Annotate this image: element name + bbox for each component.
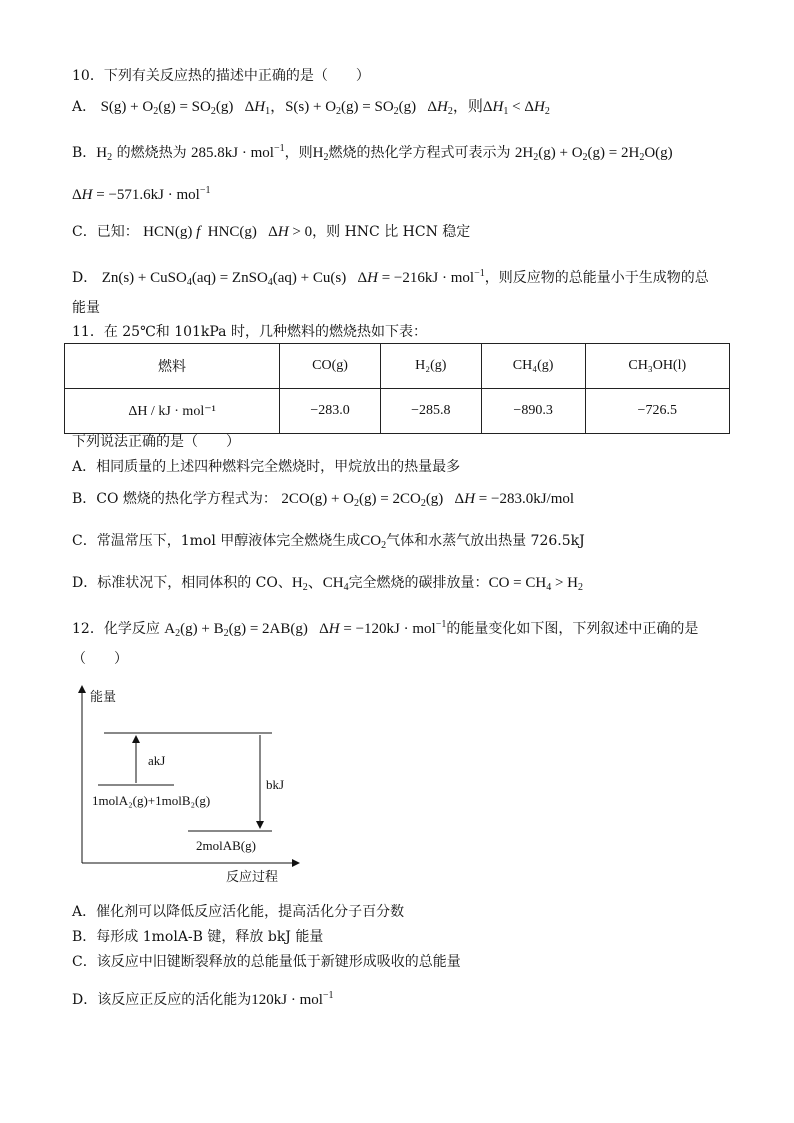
equation: $2H_2(g) + O_2(g) = 2H_2O(g)$ <box>514 145 673 163</box>
stem-text: 的能量变化如下图，下列叙述中正确的是 <box>446 621 699 637</box>
option-text: 气体和水蒸气放出热量 726.5kJ <box>386 533 585 549</box>
stem-text: 12．化学反应 <box>72 621 160 637</box>
products-label: 2molAB(g) <box>196 838 256 853</box>
table-row <box>65 389 730 434</box>
formula: $H_2$ <box>96 145 113 163</box>
value: 120kJ · mol$^{-1}$ <box>251 990 334 1008</box>
energy-diagram <box>70 685 300 885</box>
q11-option-c <box>72 531 585 556</box>
formula: $CO_2$ <box>360 533 387 551</box>
table-row-label: ΔH / kJ · mol⁻¹ <box>65 389 280 434</box>
option-label: A． <box>72 99 97 115</box>
q11-option-d <box>72 573 583 598</box>
fuel-table <box>64 343 730 434</box>
q10-option-b <box>72 139 673 168</box>
option-text: D．标准状况下，相同体积的 CO、 <box>72 575 292 591</box>
reactants-label: 1molA₂(g)+1molB₂(g) <box>92 793 211 808</box>
equation: $S(g) + O_2(g) = SO_2(g)$ $\Delta H_1$，$S(s) + O_2(g) = SO_2(g)$ $\Delta H_2$，则$\Delta H_1 < \Delta H_2$ <box>100 99 550 117</box>
table-header: H₂(g) <box>380 344 481 389</box>
q12-stem-cont: （ ） <box>72 651 128 667</box>
q12-stem <box>72 615 698 644</box>
option-text: D．该反应正反应的活化能为 <box>72 992 252 1008</box>
q11-option-a: A．相同质量的上述四种燃料完全燃烧时，甲烷放出的热量最多 <box>72 459 461 475</box>
table-header: CO(g) <box>280 344 381 389</box>
text: ，则反应物的总能量小于生成物的总 <box>484 270 709 286</box>
equation: $A_2(g) + B_2(g) = 2AB(g) \Delta H = -120kJ \cdot mol^{-1}$ <box>164 619 447 639</box>
table-header: 燃料 <box>65 344 280 389</box>
option-label: D． <box>72 270 98 286</box>
option-label: B． <box>72 145 97 161</box>
text: ，则 <box>284 145 313 161</box>
q11-prompt: 下列说法正确的是（ ） <box>72 434 240 450</box>
text: 的燃烧热为 <box>116 145 187 161</box>
q11-option-b <box>72 489 574 514</box>
label-a: akJ <box>148 753 166 768</box>
option-text: 完全燃烧的碳排放量： <box>348 575 489 591</box>
table-header-row <box>65 344 730 389</box>
y-axis-label: 能量 <box>90 689 117 704</box>
equation: Zn(s) + CuSO$_4$(aq) = ZnSO$_4$(aq) + Cu(s) ΔH = −216kJ · mol$^{-1}$ <box>101 268 485 288</box>
q10-option-d-cont: 能量 <box>72 300 100 316</box>
q10-option-d <box>72 264 709 293</box>
q10-stem: 10．下列有关反应热的描述中正确的是（ ） <box>72 68 370 84</box>
table-cell: −283.0 <box>280 389 381 434</box>
q11-stem: 11．在 25℃和 101kPa 时，几种燃料的燃烧热如下表： <box>72 324 427 340</box>
table-cell: −726.5 <box>585 389 729 434</box>
table-cell: −890.3 <box>481 389 585 434</box>
q12-option-c: C．该反应中旧键断裂释放的总能量低于新键形成吸收的总能量 <box>72 954 461 970</box>
q10-option-c <box>72 222 470 242</box>
option-text: B．CO 燃烧的热化学方程式为： <box>72 491 277 507</box>
table-cell: −285.8 <box>380 389 481 434</box>
label-b: bkJ <box>266 777 285 792</box>
q12-option-b: B．每形成 1molA-B 键，释放 bkJ 能量 <box>72 929 324 945</box>
q12-option-a: A．催化剂可以降低反应活化能，提高活化分子百分数 <box>72 904 405 920</box>
q10-option-a <box>72 97 550 122</box>
table-header: CH₃OH(l) <box>585 344 729 389</box>
text: 燃烧的热化学方程式可表示为 <box>328 145 511 161</box>
table-header: CH₄(g) <box>481 344 585 389</box>
comparison: CO = $CH_4 > H_2$ <box>488 575 583 593</box>
formula: $H_2$、$CH_4$ <box>291 575 349 593</box>
option-text: C．常温常压下，1mol 甲醇液体完全燃烧生成 <box>72 533 361 549</box>
equation: HCN(g) f HNC(g) ΔH > 0 <box>143 224 313 240</box>
x-axis-label: 反应过程 <box>226 869 279 884</box>
q10-option-b-dh: ΔH = −571.6kJ · mol$^{-1}$ <box>72 185 211 203</box>
formula: $H_2$ <box>312 145 329 163</box>
option-text: C．已知： <box>72 224 139 240</box>
value: 285.8kJ · mol$^{-1}$ <box>191 143 285 161</box>
equation: $2CO(g) + O_2(g) = 2CO_2(g) \Delta H = -283.0kJ/mol$ <box>281 491 575 509</box>
text: ，则 HNC 比 HCN 稳定 <box>312 224 471 240</box>
q12-option-d <box>72 986 334 1010</box>
